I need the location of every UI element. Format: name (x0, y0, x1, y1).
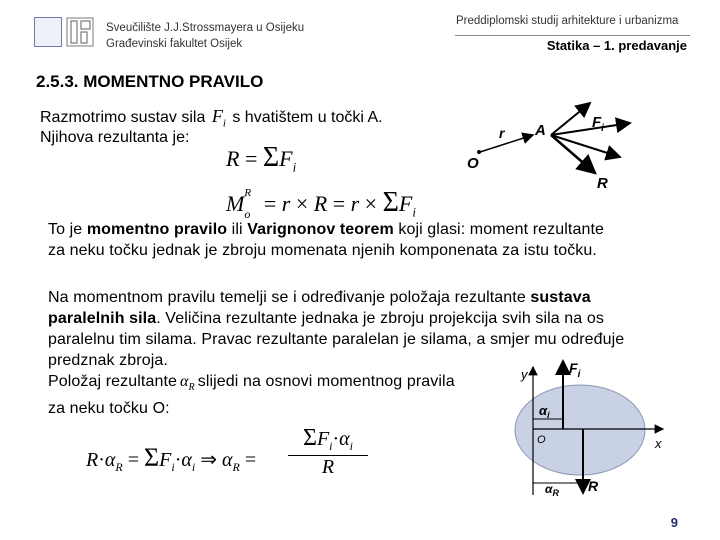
study-program: Preddiplomski studij arhitekture i urbanizma (456, 15, 679, 27)
f2-f: F (398, 191, 413, 216)
ell-alpha-i-sub: i (547, 410, 550, 420)
university-name: Sveučilište J.J.Strossmayera u Osijeku (106, 22, 305, 34)
label-o: O (467, 155, 479, 172)
ellipse-i: i (577, 369, 581, 380)
label-resultant: R (597, 175, 608, 192)
header-divider (455, 35, 690, 36)
intro-text-a: Razmotrimo sustav sila (40, 109, 206, 126)
resultant-arrow (551, 135, 595, 173)
f1-f: F (279, 146, 293, 171)
x-axis-label: x (655, 436, 662, 451)
parallel-l1a: Na momentnom pravilu temelji se i određivanje položaja rezultante (48, 289, 531, 306)
parallel-line-1 (48, 287, 698, 308)
f3-eq1: = (127, 449, 140, 471)
faculty-logo-icon (66, 17, 94, 47)
f3-i2: i (191, 460, 196, 474)
f3-dot1: · (98, 449, 105, 471)
theorem-paragraph (48, 219, 698, 261)
ellipse-f: F (569, 360, 578, 376)
alpha-sub-r: R (188, 382, 195, 394)
frac-sigma: Σ (302, 425, 317, 451)
theorem-name-2: Varignonov teorem (247, 221, 394, 238)
fraction-denominator: R (321, 456, 335, 478)
f2-m: M (226, 191, 245, 216)
formula-alpha-left (86, 443, 256, 475)
f2-x1: × (295, 191, 309, 216)
label-fi (592, 114, 604, 134)
fraction-numerator (288, 425, 368, 456)
alpha-letter: α (180, 373, 189, 390)
force-arrow-3 (551, 135, 620, 157)
parallel-l5b: slijedi na osnovi momentnog pravila (197, 373, 455, 390)
frac-dot: · (332, 428, 340, 450)
f2-sigma: Σ (382, 187, 399, 218)
f3-i1: i (171, 460, 175, 474)
f2-i: i (412, 204, 416, 220)
symbol-fi (211, 106, 226, 130)
f3-sigma: Σ (144, 443, 160, 472)
diagram-f: F (592, 114, 602, 131)
f2-eq1: = (263, 191, 277, 216)
intro-line-2: Njihova rezultanta je: (40, 129, 190, 146)
parallel-l2b: . Veličina rezultante jednaka je zbroju projekcija svih sila na os (156, 310, 604, 327)
section-title: 2.5.3. MOMENTNO PRAVILO (36, 72, 264, 91)
i-subscript: i (222, 117, 226, 130)
formula-moment (226, 187, 416, 220)
parallel-line-4: predznak zbroja. (48, 352, 168, 369)
formula-resultant (226, 142, 296, 175)
y-axis-label: y (521, 367, 528, 382)
origin-label: O (537, 434, 546, 446)
frac-i2: i (349, 439, 354, 453)
f2-r3: r (350, 191, 360, 216)
theorem-t1: To je (48, 221, 87, 238)
f3-eq2: = (244, 449, 257, 471)
intro-text-b: s hvatištem u točki A. (232, 109, 383, 126)
f3-alpha: α (104, 449, 116, 471)
f2-r2: R (313, 191, 328, 216)
f2-x2: × (364, 191, 378, 216)
f3-dot2: · (174, 449, 182, 471)
f1-i: i (292, 159, 297, 175)
page-number: 9 (670, 515, 678, 530)
parallel-line-3: paralelnu tim silama. Pravac rezultante paralelan je silama, a smjer mu određuje (48, 331, 625, 348)
resultant-r-label: R (588, 478, 599, 494)
ell-alpha-i: α (539, 403, 548, 418)
theorem-name-1: momentno pravilo (86, 221, 228, 238)
f1-r: R (226, 146, 240, 171)
frac-i1: i (329, 439, 333, 453)
f2-r1: r (281, 191, 291, 216)
theorem-t3: ili (227, 221, 248, 238)
frac-f: F (316, 428, 330, 450)
f3-implies: ⇒ (200, 449, 217, 471)
parallel-force-diagram (505, 355, 685, 500)
f2-sup-r: R (244, 187, 252, 199)
label-r: r (499, 125, 505, 141)
formula-fraction (288, 425, 368, 479)
position-vector-r (480, 135, 533, 152)
point-o (477, 150, 481, 154)
theorem-t5: koji glasi: moment rezultante (393, 221, 605, 238)
f3-f: F (159, 449, 172, 471)
f3-sub-r2: R (232, 460, 240, 474)
label-a: A (535, 122, 546, 139)
f2-sub-o: o (244, 207, 251, 221)
parallel-line-2 (48, 308, 698, 329)
f3-alpha-r2: α (222, 449, 233, 471)
faculty-name: Građevinski fakultet Osijek (106, 38, 243, 50)
f-letter: F (211, 106, 223, 126)
force-diagram (455, 95, 655, 195)
parallel-l2a: paralelnih sila (48, 310, 157, 327)
f1-eq: = (244, 146, 258, 171)
f3-r: R (86, 449, 99, 471)
alpha-r-label (545, 482, 559, 498)
body-ellipse (515, 385, 645, 475)
ell-alpha-r-sub: R (552, 488, 559, 498)
university-logo (34, 17, 62, 47)
theorem-line-1 (48, 219, 698, 240)
frac-alpha: α (339, 428, 350, 450)
parallel-l5a: Položaj rezultante (48, 373, 177, 390)
parallel-l1b: sustava (530, 289, 591, 306)
alpha-r-symbol (180, 373, 195, 394)
f2-eq2: = (332, 191, 346, 216)
parallel-line-6: za neku točku O: (48, 400, 170, 418)
f3-alpha-i: α (181, 449, 192, 471)
f3-sub-r: R (115, 460, 123, 474)
diagram-i: i (601, 123, 604, 134)
course-title: Statika – 1. predavanje (546, 38, 687, 53)
theorem-line-2: za neku točku jednak je zbroju momenata njenih komponenata za istu točku. (48, 242, 597, 259)
header-institution (106, 20, 304, 52)
force-fi-label (569, 360, 581, 380)
f1-sigma: Σ (262, 142, 280, 173)
ell-alpha-r: α (545, 482, 553, 496)
